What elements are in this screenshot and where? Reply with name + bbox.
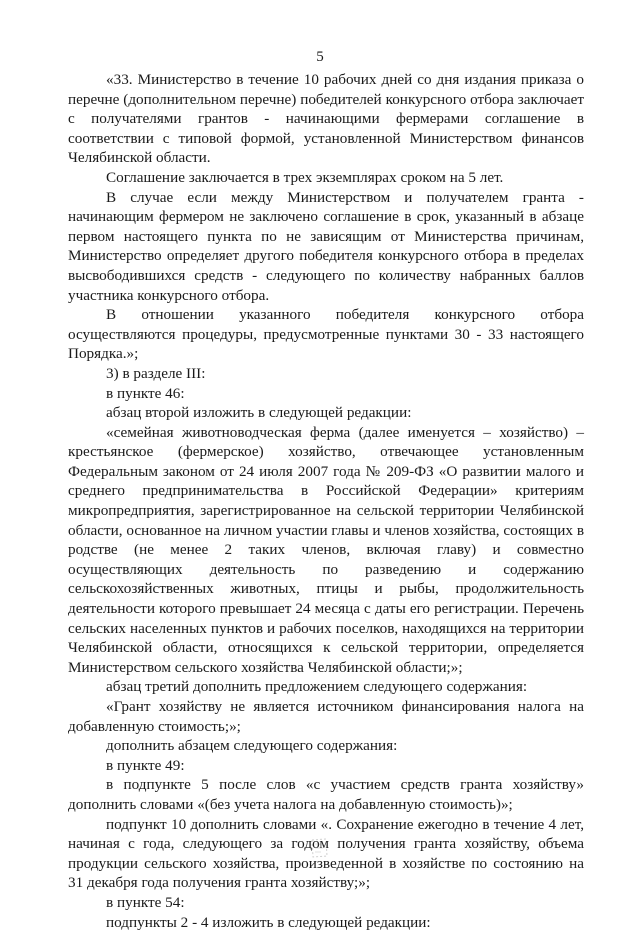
paragraph-second-abzac: абзац второй изложить в следующей редакции: (106, 404, 412, 422)
paragraph-point-49: в пункте 49: (106, 756, 185, 774)
paragraph-third-abzac: абзац третий дополнить предложением следующего содержания: (106, 678, 528, 696)
paragraph-33-agreement: «33. Министерство в течение 10 рабочих дней со дня издания приказа о перечне (дополнительном перечне) победителей конкурсного отбора заключает с получателями грантов - начинающими фермерами соглашение в соответствии с типовой формой, установленной Министерством финансов Челябинской области. (68, 71, 584, 167)
paragraph-family-farm-definition: «семейная животноводческая ферма (далее именуется – хозяйство) – крестьянское (фермерское) хозяйство, отвечающее установленным Федеральным законом от 24 июля 2007 года № 209-ФЗ «О развитии малого и среднего предпринимательства в Российской Федерации» критериям микропредприятия, зарегистрированное на сельской территории Челябинской области, основанное на личном участии главы и членов хозяйства, состоящих в родстве (не менее 2 таких членов, включая главу) и совместно осуществляющих деятельность по разведению и содержанию сельскохозяйственных животных, птицы и рыбы, продолжительность деятельности которого превышает 24 месяца с даты его регистрации. Перечень сельских населенных пунктов и рабочих поселков, находящихся на территории Челябинской области, относящихся к сельской территории, определяется Министерством сельского хозяйства Челябинской области;»; (68, 423, 584, 676)
page-number: 5 (316, 49, 324, 65)
paragraph-point-54: в пункте 54: (106, 893, 185, 911)
paragraph-point-46: в пункте 46: (106, 384, 185, 402)
document-body (68, 70, 584, 932)
paragraph-no-agreement: В случае если между Министерством и получателем гранта - начинающим фермером не заключено соглашение в срок, указанный в абзаце первом настоящего пункта по не зависящим от Министерства причинам, Министерство определяет другого победителя конкурсного отбора в пределах высвободившихся средств - следующего по количеству набранных баллов участника конкурсного отбора. (68, 188, 584, 304)
paragraph-subpoint-5: в подпункте 5 после слов «с участием средств гранта хозяйству» дополнить словами «(без учета налога на добавленную стоимость)»; (68, 776, 584, 813)
paragraph-procedures: В отношении указанного победителя конкурсного отбора осуществляются процедуры, предусмотренные пунктами 30 - 33 настоящего Порядка.»; (68, 306, 584, 363)
paragraph-subpoints-2-4: подпункты 2 - 4 изложить в следующей редакции: (106, 913, 431, 931)
faint-stamp-mark (308, 836, 330, 860)
paragraph-copies-term: Соглашение заключается в трех экземплярах сроком на 5 лет. (106, 168, 504, 186)
paragraph-add-abzac: дополнить абзацем следующего содержания: (106, 737, 398, 755)
paragraph-subpoint-10: подпункт 10 дополнить словами «. Сохранение ежегодно в течение 4 лет, начиная с года, следующего за годом получения гранта хозяйству, объема продукции сельского хозяйства, произведенной в хозяйстве по состоянию на 31 декабря года получения гранта хозяйству;»; (68, 815, 584, 892)
paragraph-section-3: 3) в разделе III: (106, 364, 206, 382)
paragraph-grant-vat: «Грант хозяйству не является источником финансирования налога на добавленную стоимость;»; (68, 698, 584, 735)
